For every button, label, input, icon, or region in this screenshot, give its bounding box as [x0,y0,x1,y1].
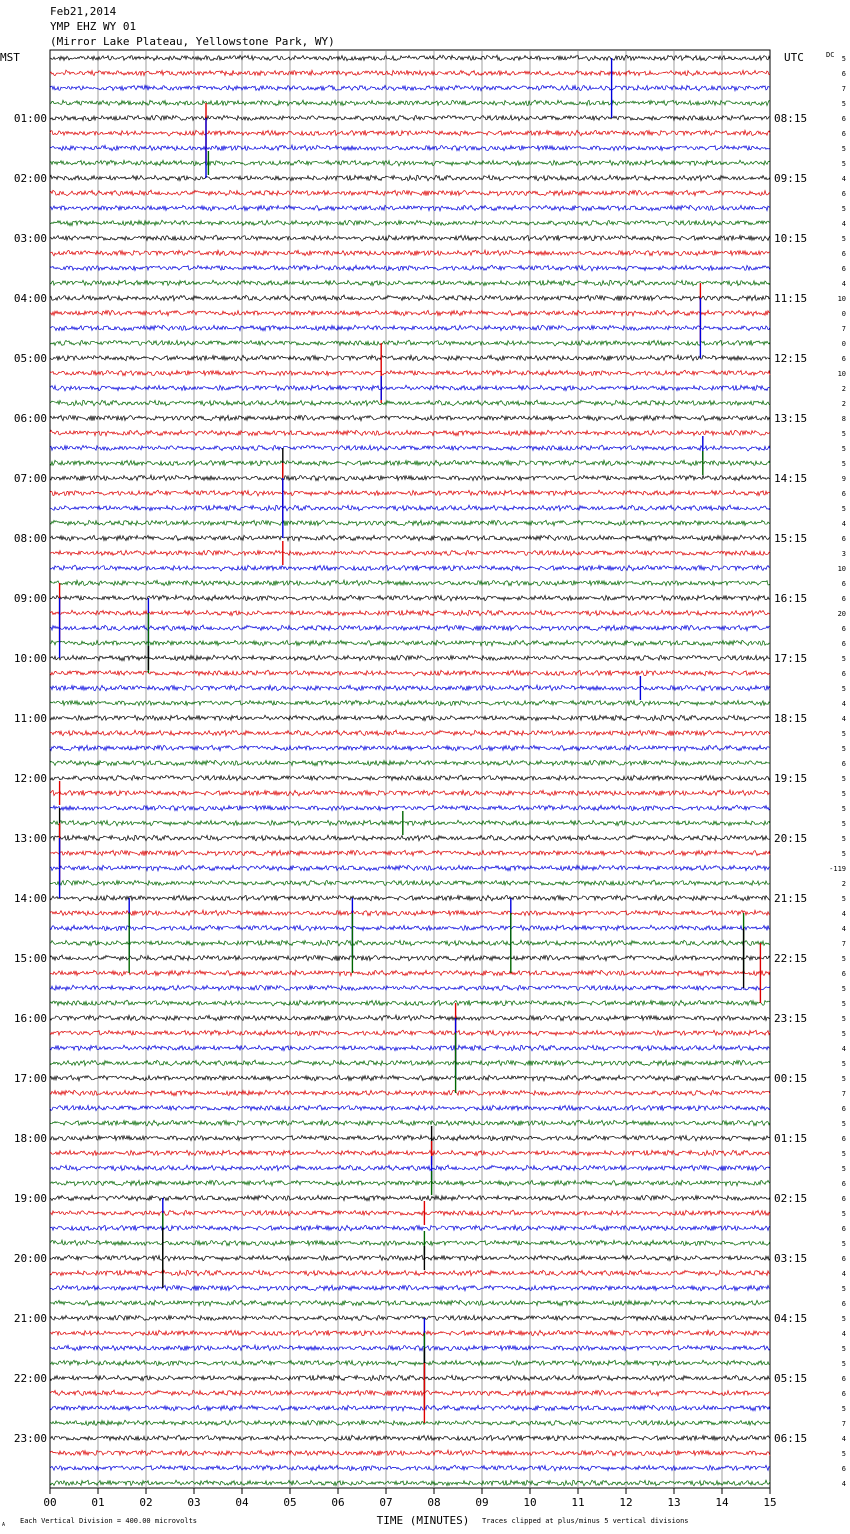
trace-row-58 [50,925,770,931]
left-hour-label: 02:00 [13,172,47,185]
x-tick-label: 01 [91,1496,105,1509]
dc-value: 6 [841,670,846,678]
trace-row-69 [50,1090,770,1096]
dc-value: 5 [841,1285,846,1293]
dc-value: 5 [841,655,846,663]
dc-value: 4 [841,1045,846,1053]
x-tick-label: 04 [235,1496,249,1509]
trace-row-19 [50,340,770,346]
trace-row-13 [50,250,770,256]
left-hour-label: 04:00 [13,292,47,305]
dc-value: 6 [841,970,846,978]
dc-value: 6 [841,355,846,363]
trace-row-55 [50,880,770,886]
trace-row-82 [50,1285,770,1291]
trace-row-89 [50,1390,770,1396]
trace-row-27 [50,460,770,466]
right-hour-label: 17:15 [774,652,808,665]
dc-value: 5 [841,985,846,993]
right-hour-label: 11:15 [774,292,808,305]
x-tick-label: 13 [667,1496,681,1509]
left-hour-label: 06:00 [13,412,47,425]
dc-value: 5 [841,745,846,753]
dc-value: 7 [841,940,846,948]
right-hour-label: 01:15 [774,1132,808,1145]
left-hour-label: 19:00 [13,1192,47,1205]
dc-value: 0 [841,310,846,318]
trace-row-6 [50,145,770,151]
trace-row-91 [50,1420,770,1426]
trace-row-60 [50,955,770,961]
dc-value: 5 [841,1315,846,1323]
left-hour-label: 12:00 [13,772,47,785]
dc-value: 8 [841,415,846,423]
dc-value: 6 [841,1225,846,1233]
right-hour-label: 02:15 [774,1192,808,1205]
right-hour-label: 05:15 [774,1372,808,1385]
dc-value: 6 [841,1465,846,1473]
dc-value: 7 [841,1420,846,1428]
trace-row-41 [50,670,770,676]
right-hour-label: 22:15 [774,952,808,965]
dc-value: 5 [841,895,846,903]
dc-value: 5 [841,850,846,858]
dc-value: 5 [841,1450,846,1458]
trace-row-93 [50,1450,770,1456]
dc-value: 5 [841,1345,846,1353]
trace-row-35 [50,580,770,586]
left-timezone-label: MST [0,51,20,64]
dc-value: 6 [841,760,846,768]
trace-row-36 [50,595,770,601]
dc-value: 5 [841,100,846,108]
trace-row-59 [50,940,770,946]
dc-value: 5 [841,1015,846,1023]
dc-value: 6 [841,1375,846,1383]
trace-row-73 [50,1150,770,1156]
trace-row-80 [50,1255,770,1261]
dc-value: 7 [841,325,846,333]
trace-row-30 [50,505,770,511]
trace-row-46 [50,745,770,751]
dc-value: 5 [841,685,846,693]
dc-value: 5 [841,790,846,798]
trace-row-72 [50,1135,770,1141]
trace-row-48 [50,775,770,781]
right-hour-label: 21:15 [774,892,808,905]
dc-value: -119 [829,865,846,873]
x-tick-label: 00 [43,1496,57,1509]
dc-value: 6 [841,130,846,138]
trace-row-64 [50,1015,770,1021]
trace-row-65 [50,1030,770,1036]
dc-value: 6 [841,1105,846,1113]
dc-value: 6 [841,265,846,273]
dc-value: 4 [841,520,846,528]
trace-row-44 [50,715,770,721]
trace-row-88 [50,1375,770,1381]
dc-value: 6 [841,1195,846,1203]
dc-value: 6 [841,70,846,78]
trace-row-31 [50,520,770,526]
trace-row-49 [50,790,770,796]
left-hour-label: 18:00 [13,1132,47,1145]
dc-value: 4 [841,1435,846,1443]
trace-row-24 [50,415,770,421]
trace-row-20 [50,355,770,361]
trace-row-34 [50,565,770,571]
trace-row-85 [50,1330,770,1336]
dc-value: 9 [841,475,846,483]
trace-row-52 [50,835,770,841]
trace-row-77 [50,1210,770,1216]
trace-row-61 [50,970,770,976]
trace-row-50 [50,805,770,810]
right-hour-label: 13:15 [774,412,808,425]
left-hour-label: 16:00 [13,1012,47,1025]
trace-row-70 [50,1105,770,1111]
left-hour-label: 15:00 [13,952,47,965]
dc-value: 5 [841,1240,846,1248]
trace-row-68 [50,1075,770,1081]
chart-station: YMP EHZ WY 01 [50,20,137,33]
dc-value: 6 [841,640,846,648]
dc-value: 5 [841,1165,846,1173]
trace-row-63 [50,1000,770,1006]
dc-value: 5 [841,1210,846,1218]
trace-row-12 [50,235,770,241]
left-hour-label: 22:00 [13,1372,47,1385]
left-hour-label: 01:00 [13,112,47,125]
dc-value: 5 [841,1150,846,1158]
dc-value: 4 [841,175,846,183]
x-tick-label: 07 [379,1496,393,1509]
dc-value: 5 [841,1030,846,1038]
trace-row-11 [50,220,770,226]
dc-value: 5 [841,160,846,168]
dc-value: 10 [837,370,846,378]
dc-value: 6 [841,1255,846,1263]
x-tick-label: 10 [523,1496,537,1509]
trace-row-0 [50,55,770,61]
footer-scale-note: Each Vertical Division = 400.00 microvolts [20,1517,198,1525]
right-hour-label: 06:15 [774,1432,808,1445]
right-hour-label: 18:15 [774,712,808,725]
dc-value: 5 [841,820,846,828]
trace-row-5 [50,130,770,136]
dc-value: 6 [841,535,846,543]
trace-row-3 [50,100,770,106]
trace-row-8 [50,175,770,181]
dc-value: 4 [841,1480,846,1488]
left-hour-label: 10:00 [13,652,47,665]
dc-value: 5 [841,1360,846,1368]
dc-value: 4 [841,910,846,918]
trace-row-17 [50,310,770,316]
dc-value: 4 [841,220,846,228]
x-axis-label: TIME (MINUTES) [376,1514,470,1527]
dc-value: 10 [837,565,846,573]
dc-value: 5 [841,205,846,213]
trace-row-87 [50,1360,770,1366]
chart-location: (Mirror Lake Plateau, Yellowstone Park, WY) [50,35,335,48]
right-hour-label: 04:15 [774,1312,808,1325]
x-tick-label: 02 [139,1496,153,1509]
trace-row-75 [50,1180,770,1186]
trace-row-95 [50,1480,770,1486]
dc-value: 2 [841,400,846,408]
dc-value: 6 [841,250,846,258]
trace-row-78 [50,1225,770,1231]
dc-value: 6 [841,595,846,603]
left-hour-label: 23:00 [13,1432,47,1445]
dc-value: 5 [841,145,846,153]
right-hour-label: 08:15 [774,112,808,125]
trace-row-4 [50,115,770,121]
dc-value: 7 [841,85,846,93]
dc-value: 6 [841,625,846,633]
dc-value: 5 [841,835,846,843]
dc-header-label: DC [826,51,835,59]
trace-row-14 [50,265,770,271]
dc-value: 5 [841,1075,846,1083]
trace-row-81 [50,1270,770,1276]
trace-row-9 [50,190,770,196]
left-hour-label: 21:00 [13,1312,47,1325]
x-tick-label: 09 [475,1496,489,1509]
footer-clip-note: Traces clipped at plus/minus 5 vertical divisions [482,1517,689,1525]
left-hour-label: 13:00 [13,832,47,845]
right-hour-label: 16:15 [774,592,808,605]
left-hour-label: 11:00 [13,712,47,725]
right-hour-label: 23:15 [774,1012,808,1025]
dc-value: 5 [841,235,846,243]
dc-value: 5 [841,1000,846,1008]
left-hour-label: 20:00 [13,1252,47,1265]
dc-value: 7 [841,1090,846,1098]
trace-row-15 [50,280,770,286]
dc-value: 4 [841,700,846,708]
trace-row-32 [50,535,770,541]
trace-row-39 [50,640,770,646]
dc-value: 4 [841,280,846,288]
dc-value: 10 [837,295,846,303]
dc-value: 6 [841,490,846,498]
right-hour-label: 00:15 [774,1072,808,1085]
dc-value: 5 [841,505,846,513]
left-hour-label: 08:00 [13,532,47,545]
trace-row-54 [50,865,770,871]
trace-row-90 [50,1405,770,1411]
trace-row-79 [50,1240,770,1246]
right-hour-label: 03:15 [774,1252,808,1265]
dc-value: 6 [841,580,846,588]
dc-value: 5 [841,955,846,963]
trace-row-94 [50,1465,770,1471]
trace-row-45 [50,730,770,736]
left-hour-label: 05:00 [13,352,47,365]
trace-row-43 [50,700,770,706]
trace-row-37 [50,610,770,616]
x-tick-label: 06 [331,1496,345,1509]
trace-row-56 [50,895,770,901]
dc-value: 5 [841,445,846,453]
x-tick-label: 11 [571,1496,585,1509]
dc-value: 5 [841,775,846,783]
dc-value: 5 [841,1405,846,1413]
trace-row-62 [50,985,770,991]
right-timezone-label: UTC [784,51,804,64]
chart-date: Feb21,2014 [50,5,117,18]
dc-value: 2 [841,385,846,393]
trace-row-26 [50,445,770,451]
trace-row-2 [50,85,770,91]
trace-row-38 [50,625,770,631]
right-hour-label: 12:15 [774,352,808,365]
trace-row-51 [50,820,770,826]
trace-row-92 [50,1435,770,1441]
left-hour-label: 09:00 [13,592,47,605]
left-hour-label: 07:00 [13,472,47,485]
dc-value: 6 [841,115,846,123]
right-hour-label: 15:15 [774,532,808,545]
trace-row-66 [50,1045,770,1051]
dc-value: 5 [841,55,846,63]
trace-row-53 [50,850,770,856]
trace-row-71 [50,1120,770,1126]
right-hour-label: 19:15 [774,772,808,785]
trace-row-16 [50,295,770,301]
trace-row-28 [50,475,770,481]
trace-row-21 [50,370,770,375]
trace-row-86 [50,1345,770,1351]
trace-row-84 [50,1315,770,1321]
dc-value: 5 [841,1060,846,1068]
dc-value: 5 [841,805,846,813]
trace-row-40 [50,655,770,661]
trace-row-83 [50,1300,770,1306]
right-hour-label: 14:15 [774,472,808,485]
dc-value: 2 [841,880,846,888]
x-tick-label: 03 [187,1496,201,1509]
dc-value: 4 [841,1330,846,1338]
trace-row-29 [50,490,770,496]
trace-row-57 [50,910,770,916]
dc-value: 6 [841,1135,846,1143]
dc-value: 6 [841,1390,846,1398]
dc-value: 4 [841,1270,846,1278]
footer-corner-mark: A [2,1522,6,1528]
dc-value: 5 [841,430,846,438]
trace-row-74 [50,1165,770,1171]
trace-row-76 [50,1195,770,1201]
left-hour-label: 14:00 [13,892,47,905]
trace-row-18 [50,325,770,331]
dc-value: 6 [841,1180,846,1188]
dc-value: 3 [841,550,846,558]
dc-value: 4 [841,715,846,723]
x-tick-label: 08 [427,1496,441,1509]
trace-row-42 [50,685,770,691]
dc-value: 20 [837,610,846,618]
left-hour-label: 03:00 [13,232,47,245]
trace-row-25 [50,430,770,436]
trace-row-22 [50,385,770,391]
trace-row-67 [50,1060,770,1066]
trace-row-7 [50,160,770,166]
dc-value: 4 [841,925,846,933]
trace-row-33 [50,550,770,555]
left-hour-label: 17:00 [13,1072,47,1085]
x-tick-label: 05 [283,1496,297,1509]
right-hour-label: 20:15 [774,832,808,845]
trace-row-47 [50,760,770,766]
x-tick-label: 15 [763,1496,777,1509]
dc-value: 0 [841,340,846,348]
right-hour-label: 10:15 [774,232,808,245]
x-tick-label: 12 [619,1496,633,1509]
dc-value: 5 [841,730,846,738]
dc-value: 5 [841,1120,846,1128]
dc-value: 5 [841,460,846,468]
trace-row-10 [50,205,770,211]
x-tick-label: 14 [715,1496,729,1509]
right-hour-label: 09:15 [774,172,808,185]
trace-row-23 [50,400,770,406]
dc-value: 6 [841,1300,846,1308]
trace-row-1 [50,70,770,76]
dc-value: 6 [841,190,846,198]
